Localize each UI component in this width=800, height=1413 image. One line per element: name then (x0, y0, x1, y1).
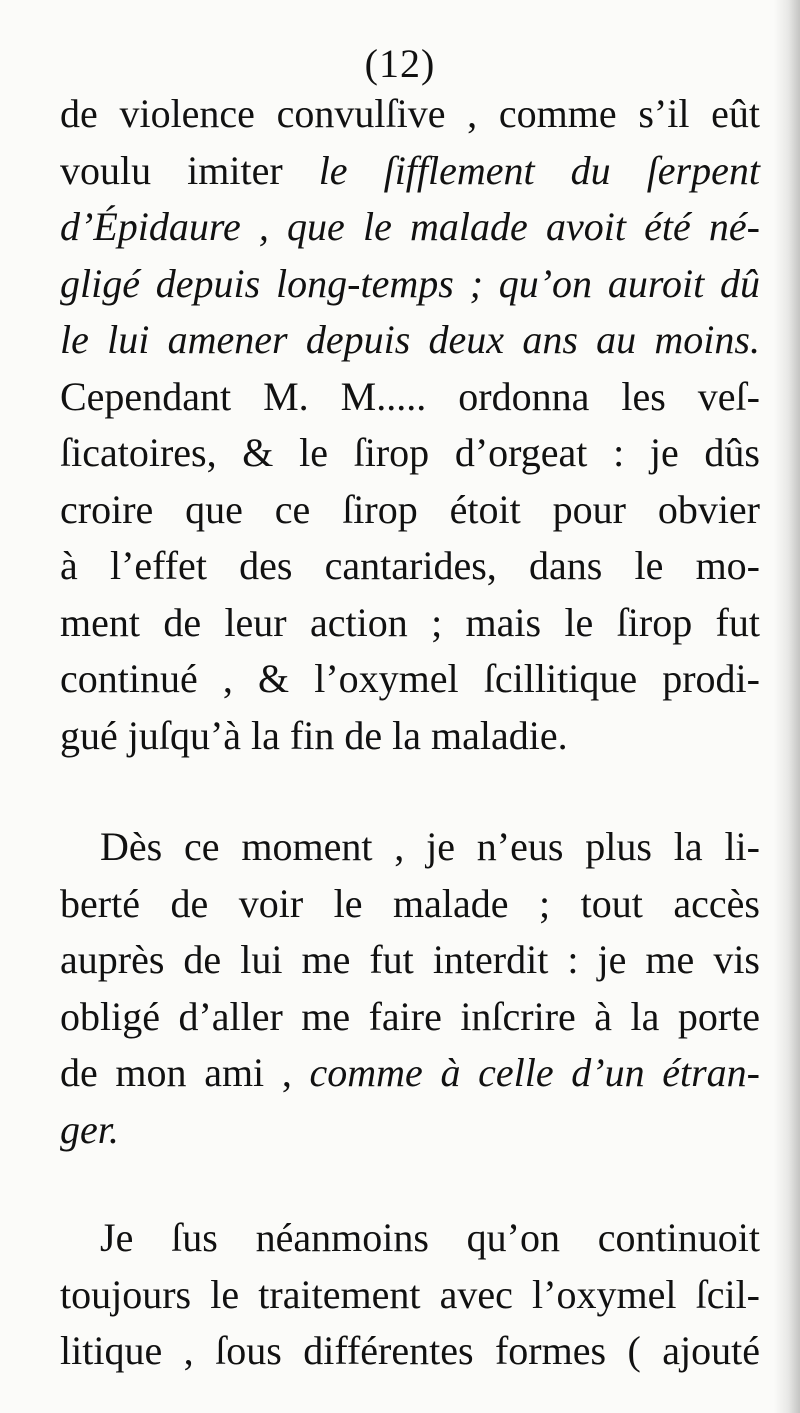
text-line (60, 538, 760, 595)
text-segment: obligé d’aller me faire inſcrire à la porte (60, 993, 760, 1039)
text-segment: voulu imiter (60, 147, 319, 193)
italic-text-segment: d’Épidaure , que le malade avoit été né- (60, 204, 760, 249)
text-segment: continué , & l’oxymel ſcillitique prodi- (60, 656, 760, 701)
text-segment: de violence convulſive , comme s’il eût (60, 91, 760, 136)
text-segment: ſicatoires, & le ſirop d’orgeat : je dûs (60, 430, 760, 475)
text-line (60, 651, 760, 708)
paragraph-1 (60, 86, 760, 764)
text-segment: Dès ce moment , je n’eus plus la li- (100, 824, 760, 869)
text-line (60, 482, 760, 539)
text-line (60, 708, 760, 765)
text-line (60, 143, 760, 200)
text-line (60, 595, 760, 652)
text-line (60, 1102, 760, 1159)
text-line (60, 819, 760, 876)
text-line (60, 425, 760, 482)
text-segment: gué juſqu’à la fin de la maladie. (60, 712, 568, 758)
italic-text-segment: comme à celle d’un étran- (309, 1050, 760, 1095)
text-line (60, 1267, 760, 1324)
text-segment: ment de leur action ; mais le ſirop fut (60, 599, 760, 645)
text-segment: litique , ſous différentes formes ( ajouté (60, 1328, 760, 1373)
text-line (60, 369, 760, 426)
page-edge-shadow (774, 0, 800, 1413)
text-line (60, 932, 760, 989)
text-line (60, 876, 760, 933)
text-line (60, 312, 760, 369)
text-line (60, 1210, 760, 1267)
page-number: (12) (364, 41, 436, 86)
italic-text-segment: le ſifflement du ſerpent (318, 147, 760, 193)
text-line (60, 199, 760, 256)
text-segment: croire que ce ſirop étoit pour obvier (60, 486, 760, 532)
text-segment: de mon ami , (60, 1050, 310, 1095)
text-segment: Je ſus néanmoins qu’on continuoit (100, 1215, 760, 1260)
text-line (60, 1323, 760, 1380)
text-segment: auprès de lui me fut interdit : je me vis (60, 937, 760, 982)
text-segment: berté de voir le malade ; tout accès (60, 880, 760, 926)
italic-text-segment: ger. (60, 1106, 119, 1152)
text-segment: Cependant M. M..... ordonna les veſ- (60, 373, 760, 419)
italic-text-segment: le lui amener depuis deux ans au moins. (60, 317, 760, 362)
text-line (60, 989, 760, 1046)
paragraph-2 (60, 819, 760, 1158)
paragraph-3 (60, 1210, 760, 1380)
text-segment: toujours le traitement avec l’oxymel ſcil- (60, 1271, 760, 1317)
text-segment: à l’effet des cantarides, dans le mo- (60, 543, 760, 588)
text-line (60, 256, 760, 313)
italic-text-segment: gligé depuis long-temps ; qu’on auroit dû (60, 260, 760, 306)
text-line (60, 1045, 760, 1102)
text-line (60, 86, 760, 143)
